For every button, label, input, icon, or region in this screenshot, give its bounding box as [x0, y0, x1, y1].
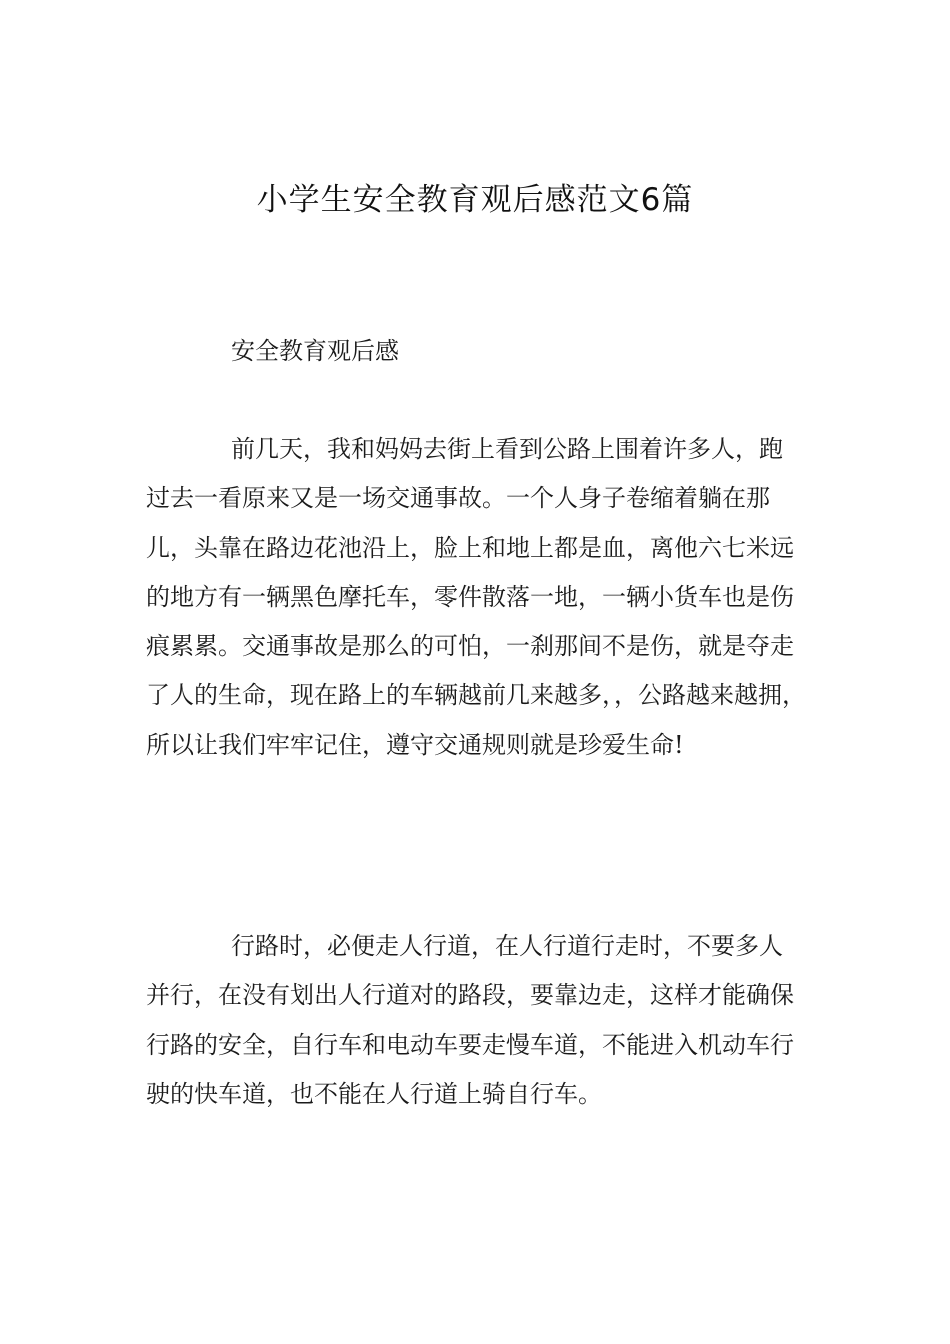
document-title: 小学生安全教育观后感范文6篇: [256, 182, 694, 218]
body-paragraph-1: 前几天，我和妈妈去街上看到公路上围着许多人，跑过去一看原来又是一场交通事故。一个人身子卷缩着躺在那儿，头靠在路边花池沿上，脸上和地上都是血，离他六七米远的地方有一辆黑色摩托车，零件散落一地，一辆小货车也是伤痕累累。交通事故是那么的可怕，一刹那间不是伤，就是夺走了人的生命，现在路上的车辆越前几来越多，，公路越来越拥，所以让我们牢牢记住，遵守交通规则就是珍爱生命!: [146, 435, 806, 759]
body-paragraph-2: 行路时，必便走人行道，在人行道行走时，不要多人并行，在没有划出人行道对的路段，要靠边走，这样才能确保行路的安全，自行车和电动车要走慢车道，不能进入机动车行驶的快车道，也不能在人行道上骑自行车。: [146, 932, 794, 1108]
section-heading: 安全教育观后感: [231, 337, 399, 365]
